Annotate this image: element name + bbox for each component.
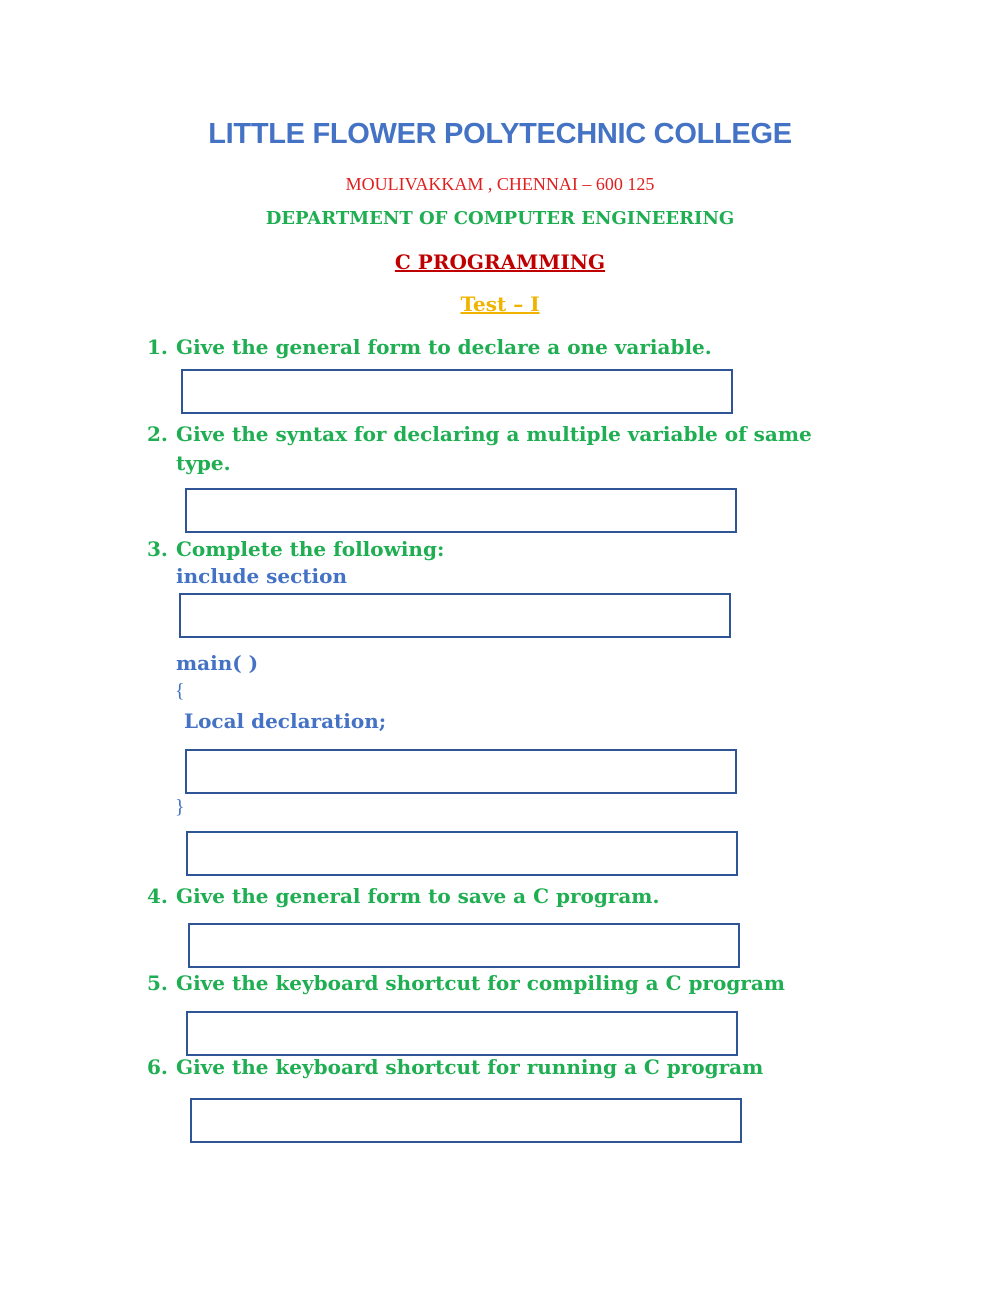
code-local-declaration: Local declaration;	[184, 709, 387, 733]
code-main: main( )	[176, 651, 259, 675]
code-close-brace: }	[175, 796, 185, 818]
subject-title-text: C PROGRAMMING	[394, 250, 606, 274]
question-text: Give the keyboard shortcut for running a C program	[176, 1055, 764, 1079]
question-number: 5.	[147, 971, 168, 995]
answer-5-input[interactable]	[186, 1011, 738, 1056]
college-address: MOULIVAKKAM , CHENNAI – 600 125	[345, 174, 655, 194]
question-5	[147, 969, 907, 999]
question-number: 3.	[147, 537, 168, 561]
question-number: 1.	[147, 335, 168, 359]
question-6	[147, 1053, 907, 1083]
test-title	[0, 292, 1000, 316]
answer-6-input[interactable]	[190, 1098, 742, 1143]
answer-4-input[interactable]	[188, 923, 740, 968]
answer-3b-input[interactable]	[185, 749, 737, 794]
answer-3c-input[interactable]	[186, 831, 738, 876]
question-text: Give the keyboard shortcut for compiling a C program	[176, 971, 785, 995]
college-name: LITTLE FLOWER POLYTECHNIC COLLEGE	[208, 118, 792, 150]
question-3	[147, 535, 907, 565]
question-text: Give the general form to declare a one variable.	[176, 335, 712, 359]
question-number: 6.	[147, 1055, 168, 1079]
answer-3a-input[interactable]	[179, 593, 731, 638]
question-1	[147, 333, 907, 363]
question-number: 2.	[147, 422, 168, 446]
code-include-section: include section	[176, 564, 348, 588]
code-open-brace: {	[175, 680, 185, 702]
answer-1-input[interactable]	[181, 369, 733, 414]
subject-title	[0, 250, 1000, 274]
question-text-continued: type.	[176, 451, 231, 475]
question-text: Give the syntax for declaring a multiple variable of same	[176, 422, 812, 446]
question-number: 4.	[147, 884, 168, 908]
question-text: Give the general form to save a C program.	[176, 884, 660, 908]
answer-2-input[interactable]	[185, 488, 737, 533]
department-name: DEPARTMENT OF COMPUTER ENGINEERING	[265, 208, 735, 229]
question-4	[147, 882, 907, 912]
test-title-text: Test – I	[460, 292, 540, 316]
question-text: Complete the following:	[176, 537, 445, 561]
question-2	[147, 420, 907, 480]
